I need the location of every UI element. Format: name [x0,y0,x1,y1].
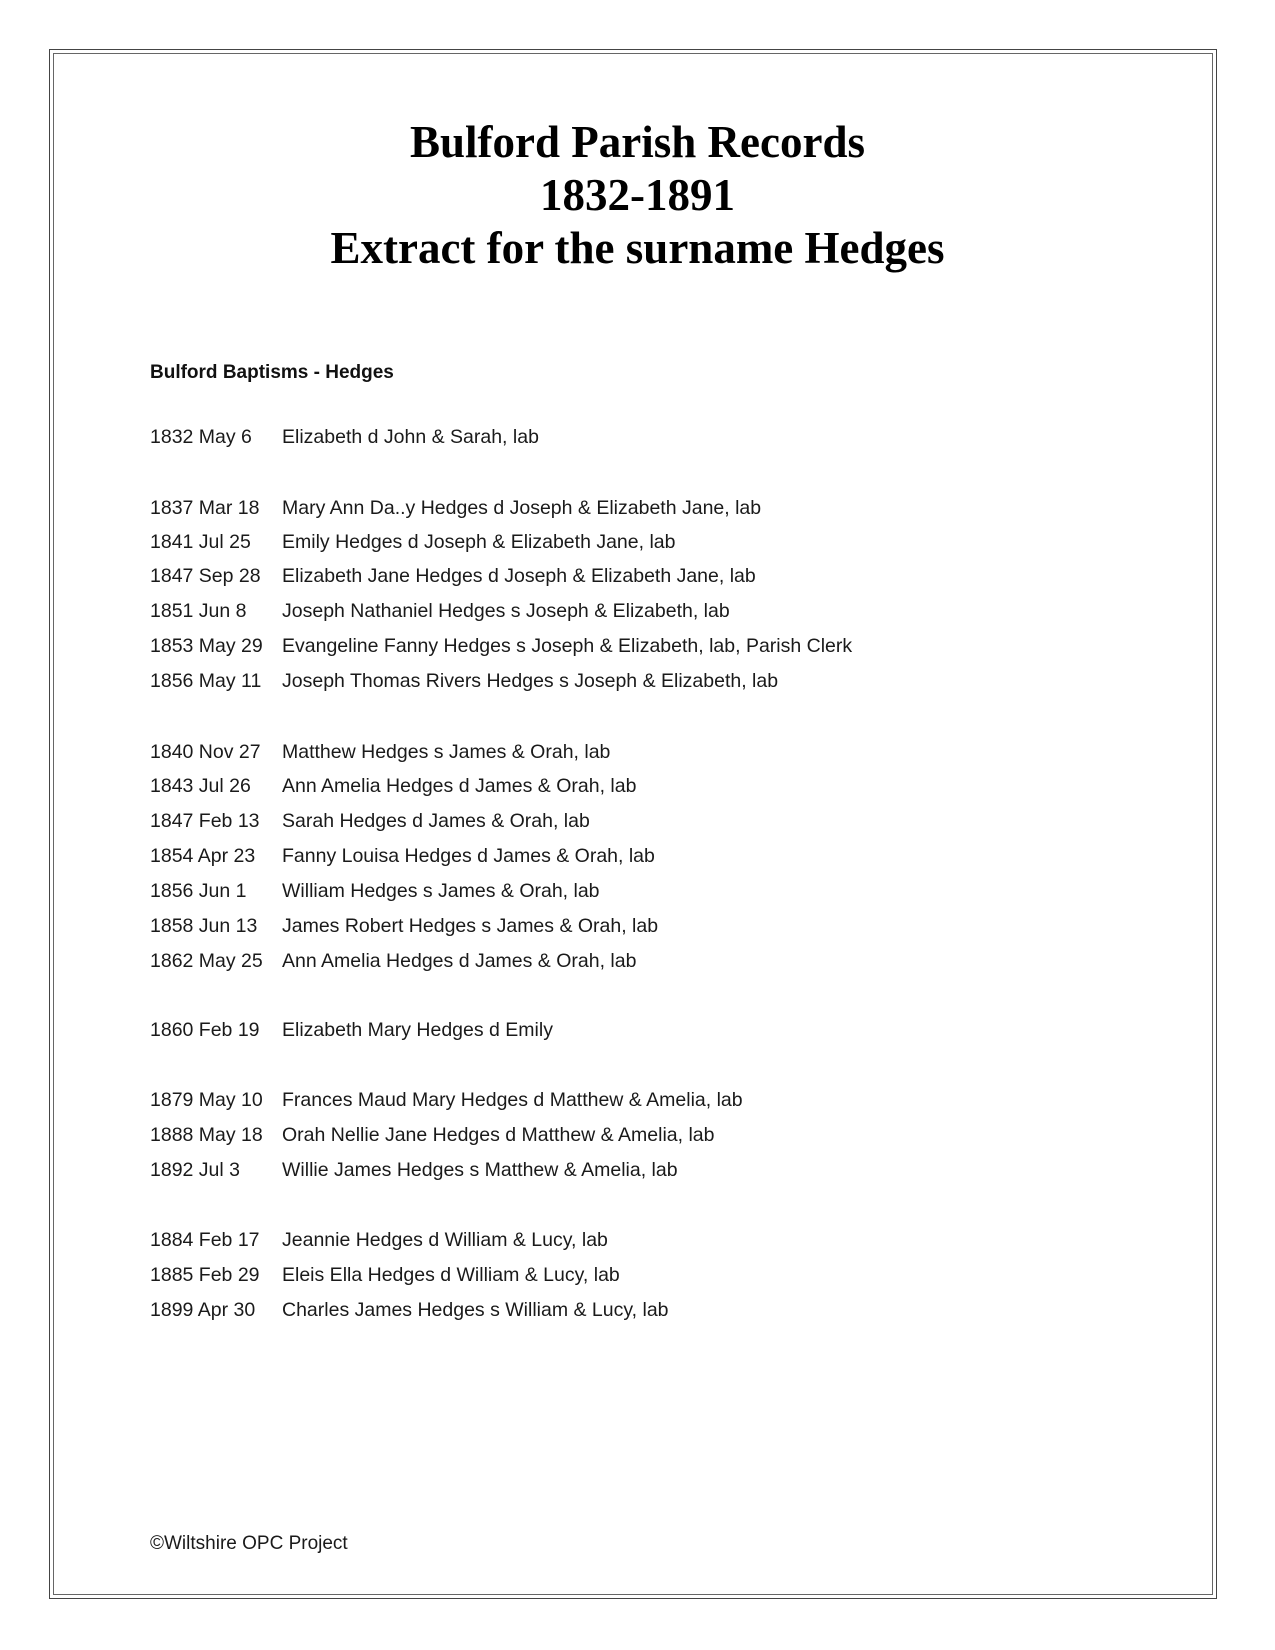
record-date: 1854 Apr 23 [150,845,256,867]
section-heading: Bulford Baptisms - Hedges [150,362,394,383]
record-date: 1832 May 6 [150,426,252,448]
record-row [150,1298,669,1322]
title-line-2: 1832-1891 [540,170,735,220]
record-date: 1884 Feb 17 [150,1229,260,1251]
record-row [150,599,730,623]
record-row [150,669,778,693]
title-line-3: Extract for the surname Hedges [330,223,945,273]
record-date: 1843 Jul 26 [150,775,251,797]
record-text: Ann Amelia Hedges d James & Orah, lab [282,950,637,972]
record-text: Sarah Hedges d James & Orah, lab [282,810,590,832]
record-text: Joseph Nathaniel Hedges s Joseph & Elizabeth, lab [282,600,730,622]
record-text: Frances Maud Mary Hedges d Matthew & Amelia, lab [282,1089,743,1111]
record-row [150,914,658,938]
record-row [150,564,756,588]
record-row [150,530,675,554]
record-text: Elizabeth d John & Sarah, lab [282,426,539,448]
record-text: Mary Ann Da..y Hedges d Joseph & Elizabeth Jane, lab [282,497,762,519]
record-date: 1856 Jun 1 [150,880,247,902]
record-row [150,1263,620,1287]
record-date: 1841 Jul 25 [150,531,251,553]
record-date: 1860 Feb 19 [150,1019,260,1041]
record-text: William Hedges s James & Orah, lab [282,880,600,902]
record-date: 1837 Mar 18 [150,497,260,519]
record-row [150,949,636,973]
record-text: James Robert Hedges s James & Orah, lab [282,915,659,937]
record-text: Jeannie Hedges d William & Lucy, lab [282,1229,608,1251]
record-date: 1862 May 25 [150,950,263,972]
record-row [150,1123,714,1147]
record-date: 1858 Jun 13 [150,915,258,937]
record-row [150,634,852,658]
record-row [150,496,761,520]
record-date: 1885 Feb 29 [150,1264,260,1286]
record-row [150,1228,608,1252]
record-date: 1847 Sep 28 [150,565,261,587]
record-row [150,1018,553,1042]
record-date: 1879 May 10 [150,1089,263,1111]
record-date: 1899 Apr 30 [150,1299,256,1321]
record-row [150,740,610,764]
record-text: Willie James Hedges s Matthew & Amelia, lab [282,1159,678,1181]
document-title [0,116,1275,275]
record-date: 1856 May 11 [150,670,262,692]
record-row [150,425,539,449]
title-line-1: Bulford Parish Records [410,117,865,167]
record-text: Emily Hedges d Joseph & Elizabeth Jane, lab [282,531,676,553]
record-row [150,1158,678,1182]
record-text: Elizabeth Mary Hedges d Emily [282,1019,553,1041]
record-text: Fanny Louisa Hedges d James & Orah, lab [282,845,655,867]
record-row [150,809,590,833]
record-row [150,844,655,868]
record-text: Evangeline Fanny Hedges s Joseph & Elizabeth, lab, Parish Clerk [282,635,853,657]
record-date: 1847 Feb 13 [150,810,260,832]
record-text: Matthew Hedges s James & Orah, lab [282,741,611,763]
record-text: Eleis Ella Hedges d William & Lucy, lab [282,1264,620,1286]
record-row [150,1088,743,1112]
record-text: Elizabeth Jane Hedges d Joseph & Elizabeth Jane, lab [282,565,756,587]
record-text: Joseph Thomas Rivers Hedges s Joseph & Elizabeth, lab [282,670,779,692]
record-date: 1853 May 29 [150,635,263,657]
record-row [150,879,600,903]
record-text: Charles James Hedges s William & Lucy, lab [282,1299,669,1321]
record-date: 1840 Nov 27 [150,741,261,763]
record-text: Ann Amelia Hedges d James & Orah, lab [282,775,637,797]
record-date: 1892 Jul 3 [150,1159,240,1181]
record-text: Orah Nellie Jane Hedges d Matthew & Amelia, lab [282,1124,715,1146]
record-date: 1851 Jun 8 [150,600,247,622]
record-row [150,774,636,798]
copyright-footer: ©Wiltshire OPC Project [150,1533,348,1554]
record-date: 1888 May 18 [150,1124,263,1146]
